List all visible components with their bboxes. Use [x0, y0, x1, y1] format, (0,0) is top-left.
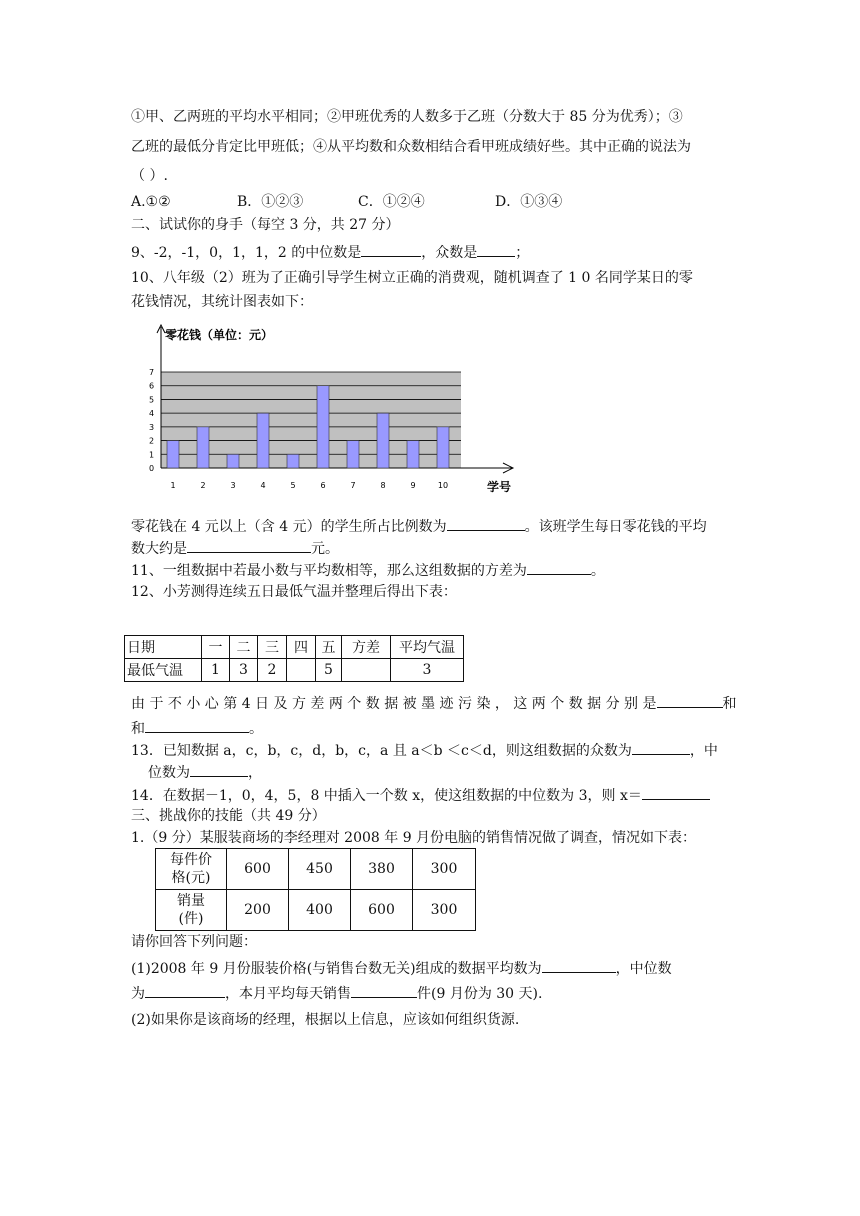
bar: [347, 441, 359, 468]
question-10-line-1: 10、八年级（2）班为了正确引导学生树立正确的消费观，随机调查了 1 0 名同学某日的零: [131, 270, 693, 286]
q12-blank-1[interactable]: [657, 693, 723, 708]
x-tick-label: 1: [170, 481, 176, 490]
y-tick-label: 3: [149, 422, 155, 432]
problem-1-prompt: 请你回答下列问题：: [131, 934, 257, 950]
q9-blank-mode[interactable]: [477, 242, 515, 257]
q10-blank-ratio[interactable]: [447, 516, 525, 531]
q10-text: 零花钱在 4 元以上（含 4 元）的学生所占比例数为: [131, 519, 447, 535]
problem-1: 1.（9 分）某服装商场的李经理对 2008 年 9 月份电脑的销售情况做了调查，情况如下表：: [131, 830, 697, 846]
bar: [407, 441, 419, 468]
line-options-2: 乙班的最低分肯定比甲班低；④从平均数和众数相结合看甲班成绩好些。其中正确的说法为: [131, 139, 691, 155]
q9-text-3: ；: [515, 245, 530, 261]
q13-text: 13．已知数据 a，c，b，c，d，b，c，a 且 a＜b ＜c＜d，则这组数据的众数为: [131, 743, 632, 759]
p1-text: (1)2008 年 9 月份服装价格(与销售台数无关)组成的数据平均数为: [131, 961, 542, 977]
q13-text-2: ，中: [689, 743, 718, 759]
q13-text-4: ，: [248, 765, 262, 781]
y-tick-label: 0: [149, 464, 155, 473]
q11-text-2: 。: [590, 563, 605, 579]
bar: [437, 427, 449, 468]
table-cell: 五: [316, 636, 342, 659]
choice-a: A.①②: [131, 194, 171, 210]
bar: [227, 454, 239, 468]
bar: [257, 413, 269, 468]
table-cell: 日期: [125, 636, 202, 659]
table-cell: 380: [351, 849, 413, 890]
table-cell: 每件价 格(元): [156, 849, 227, 890]
y-tick-label: 1: [149, 450, 155, 460]
q14-text: 14．在数据－1，0，4，5，8 中插入一个数 x，使这组数据的中位数为 3，则 x＝: [131, 788, 642, 804]
question-12-line-3: [131, 718, 263, 739]
q11-blank[interactable]: [527, 560, 591, 575]
q13-text-3: 位数为: [148, 765, 190, 781]
choice-d: D．①③④: [495, 194, 563, 210]
y-tick-label: 2: [149, 436, 155, 446]
table-row: [156, 849, 476, 890]
bar: [317, 386, 329, 468]
q11-text: 11、一组数据中若最小数与平均数相等，那么这组数据的方差为: [131, 563, 527, 579]
x-tick-label: 9: [410, 481, 416, 490]
table-cell: 5: [316, 659, 342, 682]
y-tick-label: 4: [149, 409, 155, 419]
bar: [167, 441, 179, 468]
q9-text-2: ，众数是: [421, 245, 478, 261]
table-cell: 400: [289, 890, 351, 931]
q9-blank-median[interactable]: [361, 242, 421, 257]
question-10-line-3: [131, 516, 707, 537]
p1-blank-mean[interactable]: [542, 958, 616, 973]
x-tick-label: 8: [380, 481, 386, 490]
choice-b: B．①②③: [237, 194, 304, 210]
bar: [287, 454, 299, 468]
x-tick-label: 2: [200, 481, 206, 490]
p1-text-5: 件(9 月份为 30 天).: [417, 986, 543, 1002]
question-12: 12、小芳测得连续五日最低气温并整理后得出下表：: [131, 584, 457, 600]
p1-text-2: ，中位数: [615, 961, 672, 977]
q10-blank-average[interactable]: [187, 538, 311, 553]
q12-text-4: 。: [249, 721, 263, 737]
table-cell: 方差: [342, 636, 391, 659]
question-10-line-4: [131, 538, 339, 559]
pocket-money-chart: [143, 323, 523, 498]
x-tick-label: 3: [230, 481, 236, 490]
q14-blank[interactable]: [642, 785, 710, 800]
x-tick-label: 7: [350, 481, 356, 490]
question-11: [131, 560, 605, 581]
p1-text-4: ，本月平均每天销售: [225, 986, 351, 1002]
table-cell: 销量 (件): [156, 890, 227, 931]
q12-blank-2[interactable]: [145, 718, 249, 733]
x-tick-label: 5: [290, 481, 296, 490]
section-2-heading: 二、试试你的身手（每空 3 分，共 27 分）: [131, 217, 400, 233]
table-row: [156, 890, 476, 931]
question-13-line-2: [148, 762, 262, 783]
table-row: [125, 659, 464, 682]
q10-text-2: 。该班学生每日零花钱的平均: [524, 519, 707, 535]
table-cell: 一: [202, 636, 230, 659]
choice-c: C．①②④: [358, 194, 425, 210]
table-cell: 3: [230, 659, 258, 682]
bar: [377, 413, 389, 468]
question-12-line-2: [131, 693, 737, 714]
question-9: [131, 242, 529, 263]
table-cell: [287, 659, 316, 682]
x-tick-label: 10: [437, 481, 449, 490]
table-cell: 最低气温: [125, 659, 202, 682]
table-cell: 三: [258, 636, 287, 659]
bar: [197, 427, 209, 468]
table-cell: 1: [202, 659, 230, 682]
answer-paren: （ ）.: [131, 168, 168, 184]
q10-text-3: 数大约是: [131, 541, 187, 557]
table-cell: 600: [227, 849, 289, 890]
table-row: [125, 636, 464, 659]
line-options-1: ①甲、乙两班的平均水平相同；②甲班优秀的人数多于乙班（分数大于 85 分为优秀）；③: [131, 109, 683, 125]
x-tick-label: 4: [260, 481, 266, 490]
q12-text-2: 和: [722, 696, 737, 712]
q13-blank-mode[interactable]: [632, 740, 690, 755]
q10-text-4: 元。: [311, 541, 339, 557]
problem-1-part-1-line-2: [131, 983, 542, 1004]
table-cell: 450: [289, 849, 351, 890]
table-cell: 300: [413, 849, 476, 890]
problem-1-part-1: [131, 958, 672, 979]
q13-blank-median[interactable]: [190, 762, 248, 777]
q9-text: 9、-2，-1，0，1，1，2 的中位数是: [131, 245, 362, 261]
x-tick-label: 6: [320, 481, 326, 490]
y-tick-label: 6: [149, 381, 155, 391]
y-tick-label: 7: [149, 368, 155, 377]
table-cell: 四: [287, 636, 316, 659]
table-cell: 平均气温: [391, 636, 464, 659]
choice-row: [131, 192, 731, 212]
question-10-line-2: 花钱情况，其统计图表如下：: [131, 294, 313, 310]
table-cell: [342, 659, 391, 682]
p1-blank-daily[interactable]: [351, 983, 417, 998]
temperature-table: [124, 635, 464, 682]
table-cell: 600: [351, 890, 413, 931]
q12-text: 由 于 不 小 心 第 4 日 及 方 差 两 个 数 据 被 墨 迹 污 染 ， 这 两 个 数 据 分 别 是: [131, 696, 657, 712]
question-13: [131, 740, 718, 761]
y-axis-label: 零花钱（单位：元）: [165, 328, 274, 342]
table-cell: 2: [258, 659, 287, 682]
question-14: [131, 785, 710, 806]
q12-text-3: 和: [131, 721, 145, 737]
x-axis-label: 学号: [487, 480, 512, 494]
section-3-heading: 三、挑战你的技能（共 49 分）: [131, 808, 326, 824]
table-cell: 300: [413, 890, 476, 931]
y-tick-label: 5: [149, 395, 155, 405]
table-cell: 200: [227, 890, 289, 931]
table-cell: 二: [230, 636, 258, 659]
table-cell: 3: [391, 659, 464, 682]
sales-table: [155, 848, 476, 931]
p1-blank-median[interactable]: [145, 983, 225, 998]
problem-1-part-2: (2)如果你是该商场的经理，根据以上信息，应该如何组织货源.: [131, 1012, 520, 1028]
p1-text-3: 为: [131, 986, 145, 1002]
